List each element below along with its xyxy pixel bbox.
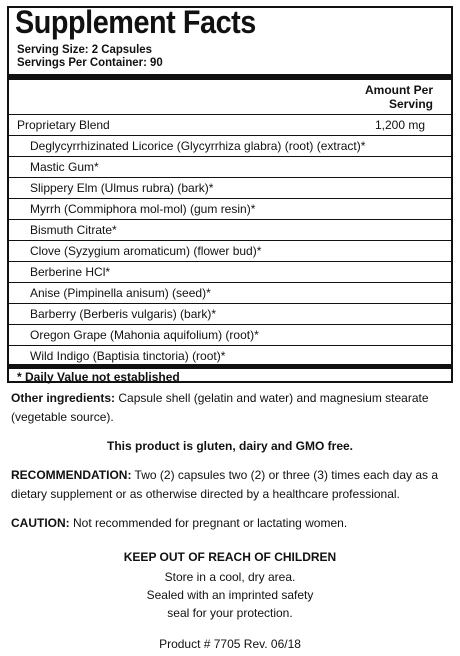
recommendation-label: RECOMMENDATION:: [11, 468, 132, 482]
blend-row: [9, 115, 451, 136]
other-ingredients-label: Other ingredients:: [11, 391, 116, 405]
storage-line-3: seal for your protection.: [167, 606, 293, 620]
ingredient-name: Anise (Pimpinella anisum) (seed)*: [30, 286, 211, 300]
ingredient-name: Berberine HCl*: [30, 265, 111, 279]
ingredient-name: Wild Indigo (Baptisia tinctoria) (root)*: [30, 349, 226, 363]
blend-name: Proprietary Blend: [17, 118, 110, 132]
ingredient-row: [9, 241, 451, 262]
caution: [11, 514, 451, 533]
ingredient-row: [9, 220, 451, 241]
ingredient-name: Deglycyrrhizinated Licorice (Glycyrrhiza glabra) (root) (extract)*: [30, 139, 366, 153]
serving-size: Serving Size: 2 Capsules: [17, 42, 152, 56]
ingredient-row: [9, 283, 451, 304]
recommendation: [11, 466, 451, 504]
thick-divider-top: [9, 74, 451, 80]
amount-header-line1: Amount Per: [364, 83, 433, 97]
ingredient-row: [9, 136, 451, 157]
thick-divider-bottom: [9, 364, 451, 369]
ingredient-row: [9, 157, 451, 178]
daily-value-footnote: * Daily Value not established: [17, 370, 180, 384]
ingredient-name: Mastic Gum*: [30, 160, 99, 174]
amount-per-serving-header: [365, 83, 433, 111]
caution-label: CAUTION:: [11, 516, 70, 530]
ingredient-name: Clove (Syzygium aromaticum) (flower bud)*: [30, 244, 262, 258]
amount-header-line2: Serving: [388, 97, 433, 111]
servings-per-container: Servings Per Container: 90: [17, 55, 163, 69]
blend-amount: 1,200 mg: [375, 118, 426, 132]
other-ingredients-text: Capsule shell (gelatin and water) and magnesium stearate (vegetable source).: [11, 391, 429, 424]
keep-out-warning: KEEP OUT OF REACH OF CHILDREN: [123, 550, 337, 564]
ingredient-name: Slippery Elm (Ulmus rubra) (bark)*: [30, 181, 214, 195]
ingredient-row: [9, 262, 451, 283]
ingredient-name: Myrrh (Commiphora mol-mol) (gum resin)*: [30, 202, 256, 216]
storage-line-2: Sealed with an imprinted safety: [146, 588, 314, 602]
ingredient-row: [9, 304, 451, 325]
ingredient-row: [9, 325, 451, 346]
ingredient-row: [9, 178, 451, 199]
supplement-facts-panel: [7, 6, 453, 383]
free-statement: This product is gluten, dairy and GMO free.: [106, 439, 354, 453]
other-ingredients: [11, 389, 451, 427]
ingredient-row: [9, 199, 451, 220]
ingredient-name: Oregon Grape (Mahonia aquifolium) (root)*: [30, 328, 259, 342]
storage-line-1: Store in a cool, dry area.: [164, 570, 296, 584]
panel-title: Supplement Facts: [15, 4, 256, 40]
ingredient-name: Bismuth Citrate*: [30, 223, 117, 237]
caution-text: Not recommended for pregnant or lactating women.: [69, 516, 348, 530]
product-number: Product # 7705 Rev. 06/18: [159, 637, 301, 651]
recommendation-text: Two (2) capsules two (2) or three (3) times each day as a dietary supplement or as otherwise directed by a healthcare professional.: [11, 468, 439, 501]
ingredient-name: Barberry (Berberis vulgaris) (bark)*: [30, 307, 217, 321]
